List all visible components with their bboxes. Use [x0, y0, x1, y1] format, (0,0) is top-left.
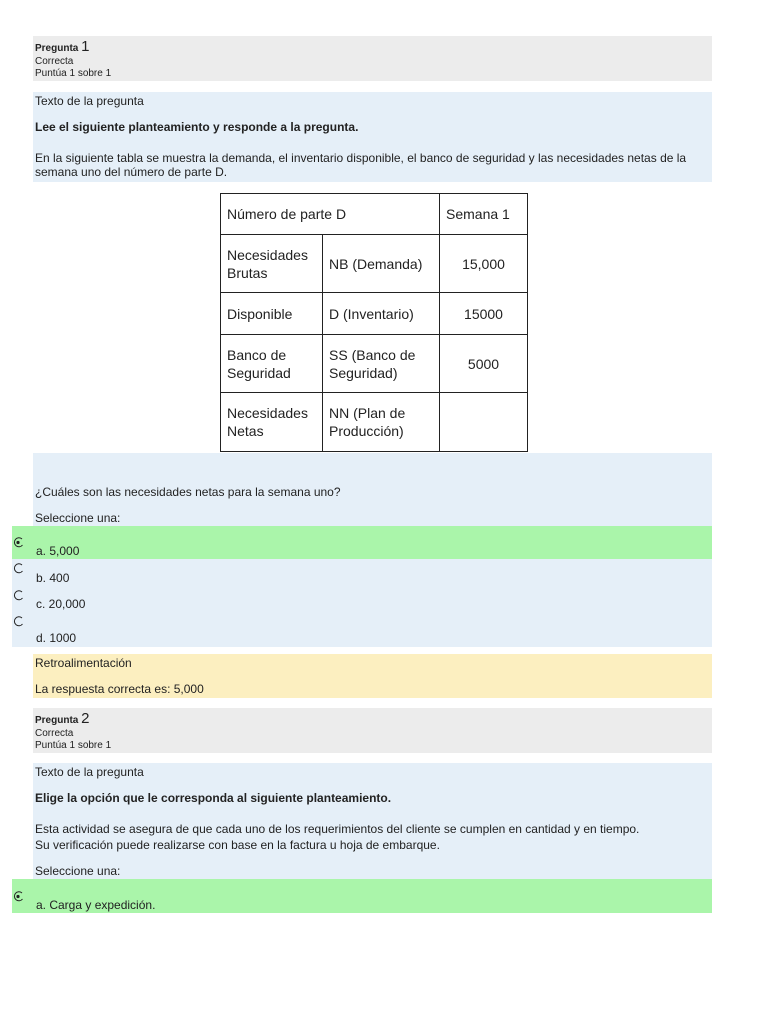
table-cell: 15000 [440, 293, 528, 335]
table-cell: 15,000 [440, 235, 528, 293]
radio-checked-icon [13, 537, 24, 548]
radio-option-a-selected[interactable] [13, 537, 24, 548]
question-prompt: ¿Cuáles son las necesidades netas para la semana uno? [35, 485, 341, 499]
table-cell: Necesidades Brutas [221, 235, 323, 293]
table-row [221, 335, 528, 393]
question-1-label: Pregunta 1 [35, 38, 90, 55]
question-description-line-1: Esta actividad se asegura de que cada uno de los requerimientos del cliente se cumplen en cantidad y en tiempo. [35, 822, 640, 836]
radio-option-a-selected[interactable] [13, 891, 24, 902]
answer-option-c[interactable]: c. 20,000 [36, 597, 86, 611]
table-cell: Disponible [221, 293, 323, 335]
radio-unchecked-icon [13, 590, 24, 601]
radio-unchecked-icon [13, 616, 24, 627]
answer-option-d[interactable]: d. 1000 [36, 631, 77, 645]
answer-option-a[interactable] [12, 879, 712, 913]
radio-checked-icon [13, 891, 24, 902]
table-row [221, 194, 528, 235]
demand-table [220, 193, 528, 452]
table-cell: 5000 [440, 335, 528, 393]
table-cell: NB (Demanda) [323, 235, 440, 293]
radio-option-c[interactable] [13, 590, 24, 601]
table-row [221, 293, 528, 335]
question-text-heading: Texto de la pregunta [35, 765, 144, 779]
radio-unchecked-icon [13, 563, 24, 574]
question-instruction: Lee el siguiente planteamiento y responde a la pregunta. [35, 120, 359, 134]
answer-option-a[interactable] [12, 526, 712, 559]
table-cell: SS (Banco de Seguridad) [323, 335, 440, 393]
feedback-block [33, 654, 712, 698]
select-label: Seleccione una: [35, 511, 121, 525]
table-cell: Banco de Seguridad [221, 335, 323, 393]
table-cell: NN (Plan de Producción) [323, 393, 440, 452]
question-2-info [33, 708, 712, 753]
radio-option-d[interactable] [13, 616, 24, 627]
answer-option-b[interactable]: b. 400 [36, 571, 70, 585]
option-label: a. 5,000 [36, 544, 80, 558]
table-header-cell: Semana 1 [440, 194, 528, 235]
question-2-status: Correcta [35, 728, 74, 739]
question-2-text-block [33, 763, 712, 879]
table-row [221, 393, 528, 452]
table-cell: D (Inventario) [323, 293, 440, 335]
select-label: Seleccione una: [35, 864, 121, 878]
question-text-heading: Texto de la pregunta [35, 94, 144, 108]
question-2-score: Puntúa 1 sobre 1 [35, 740, 112, 751]
question-1-info [33, 36, 712, 81]
question-1-prompt-block [33, 453, 712, 526]
radio-option-b[interactable] [13, 563, 24, 574]
table-header-cell: Número de parte D [221, 194, 440, 235]
question-instruction: Elige la opción que le corresponda al siguiente planteamiento. [35, 791, 392, 805]
table-cell: Necesidades Netas [221, 393, 323, 452]
answer-options-group [12, 559, 712, 647]
question-1-number: 1 [81, 38, 90, 55]
question-1-status: Correcta [35, 56, 74, 67]
question-description: En la siguiente tabla se muestra la demanda, el inventario disponible, el banco de seguridad y las necesidades netas de la semana uno del número de parte D. [35, 151, 687, 179]
feedback-text: La respuesta correcta es: 5,000 [35, 682, 204, 696]
table-row [221, 235, 528, 293]
question-description-line-2: Su verificación puede realizarse con base en la factura u hoja de embarque. [35, 838, 440, 852]
option-label: a. Carga y expedición. [36, 898, 156, 912]
question-1-text-block [33, 92, 712, 182]
question-1-score: Puntúa 1 sobre 1 [35, 68, 112, 79]
question-2-label: Pregunta 2 [35, 710, 90, 727]
feedback-heading: Retroalimentación [35, 656, 132, 670]
question-2-number: 2 [81, 710, 90, 727]
table-cell [440, 393, 528, 452]
